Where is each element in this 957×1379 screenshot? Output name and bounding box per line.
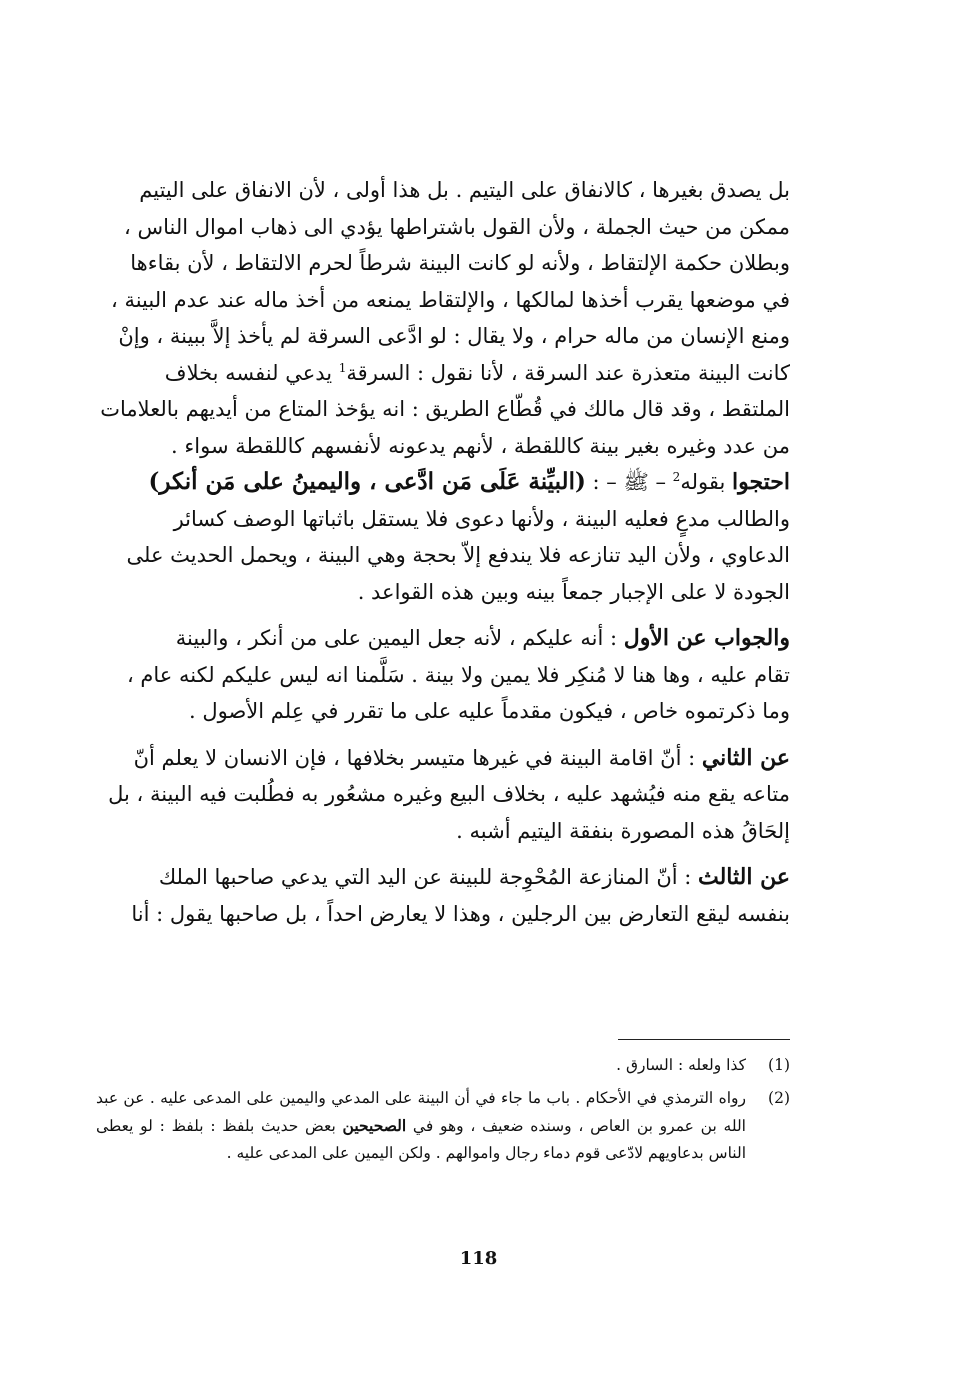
line: بل يصدق بغيرها ، كالانفاق على اليتيم . بل هذا أولى ، لأن الانفاق على اليتيم	[139, 178, 790, 202]
line: يدعي لنفسه بخلاف	[164, 360, 339, 385]
footnote	[96, 1085, 790, 1167]
footnote-divider	[618, 1039, 790, 1040]
footnote-ref-1: 1	[338, 360, 347, 375]
footnote-text	[96, 1085, 746, 1167]
line: متاعه يقع منه فيُشهد عليه ، بخلاف البيع وغيره مشعُور به فطُلبت فيه البينة ، بل	[108, 782, 790, 806]
section-lead: عن الثالث	[698, 864, 790, 890]
footnote-number: (1)	[768, 1056, 790, 1074]
line: الجودة لا على الإجبار جمعاً بينه وبين هذه القواعد .	[357, 579, 790, 604]
footnote-text: كذا ولعله : السارق .	[616, 1056, 746, 1074]
line: : أنه عليكم ، لأنه جعل اليمين على من أنكر ، والبينة	[175, 626, 624, 650]
line: : أنّ المنازعة المُحْوِجة للبينة عن اليد التي يدعي صاحبها الملك	[158, 865, 698, 889]
paragraph-1	[96, 172, 790, 464]
page-body	[96, 172, 790, 932]
section-lead: احتجوا	[731, 469, 790, 495]
text: بقوله	[680, 470, 732, 494]
line: وبطلان حكمة الإلتقاط ، ولأنه لو كانت البينة شرطاً لحرم الالتقاط ، لأن بقاءها	[130, 251, 790, 275]
footnote-text-part: بعض حديث بلفظ : بلفظ : لو يعطى الناس بدعاويهم لادّعى قوم دماء رجال واموالهم . ولكن اليمين على المدعى عليه .	[96, 1117, 746, 1162]
footnote	[96, 1052, 790, 1079]
line: إلحَاقُ هذه المصورة بنفقة اليتيم أشبه .	[456, 818, 790, 843]
answer-second	[96, 740, 790, 850]
footnotes	[96, 1052, 790, 1173]
page-number: 118	[459, 1248, 498, 1269]
line: الملتقط ، وقد قال مالك في قُطّاع الطريق : انه يؤخذ المتاع من أيديهم بالعلامات	[100, 397, 790, 421]
line: كانت البينة متعذرة عند السرقة ، لأنا نقول : السرقة	[346, 360, 790, 385]
footnote-text-part: رواه الترمذي في الأحكام . باب ما جاء في أن البينة على المدعي واليمين على المدعى عليه . عن عبد الله بن عمرو بن العاص ، وسنده ضعيف ، وهو في	[96, 1089, 746, 1135]
answer-first	[96, 620, 790, 730]
line: بنفسه ليقع التعارض بين الرجلين ، وهذا لا يعارض احداً ، بل صاحبها يقول : أنا	[131, 901, 790, 926]
line: : أنّ اقامة البينة في غيرها متيسر بخلافها ، فإن الانسان لا يعلم أنّ	[133, 745, 702, 770]
line: الدعاوي ، ولأن اليد تنازعه فلا يندفع إلاّ بحجة وهي البينة ، ويحمل الحديث على	[126, 543, 790, 567]
line: ممكن من حيث الجملة ، ولأن القول باشتراطها يؤدي الى ذهاب اموال الناس ،	[124, 214, 790, 239]
hadith-quote: (البيِّنة عَلَى مَن ادَّعى ، واليمينُ على مَن أنكر)	[148, 468, 586, 495]
section-lead: والجواب عن الأول	[623, 625, 790, 651]
footnote-number: (2)	[768, 1089, 790, 1107]
line: من عدد وغيره بغير بينة كاللقطة ، لأنهم يدعونه لأنفسهم كاللقطة سواء .	[171, 433, 790, 458]
footnote-bold-term: الصحيحين	[342, 1116, 407, 1135]
text: – ﷺ – :	[585, 470, 673, 494]
line: والطالب مدعٍ فعليه البينة ، ولأنها دعوى فلا يستقل باثباتها الوصف كسائر	[173, 506, 790, 531]
line: تقام عليه ، وها هنا لا مُنكِر فلا يمين ولا بينة . سَلَّمنا انه ليس عليكم لكنه عام ،	[126, 662, 790, 687]
line: وما ذكرتموه خاص ، فيكون مقدماً عليه على ما تقرر في عِلم الأصول .	[188, 699, 790, 723]
section-lead: عن الثاني	[701, 744, 790, 771]
answer-third	[96, 859, 790, 932]
line: في موضعها يقرب أخذها لمالكها ، والإلتقاط يمنعه من أخذ ماله عند عدم البينة ،	[110, 287, 790, 312]
paragraph-hadith	[96, 464, 790, 610]
footnote-ref-2: 2	[672, 470, 681, 484]
line: ومنع الإنسان من ماله حرام ، ولا يقال : لو ادَّعى السرقة لم يأخذ إلاَّ ببينة ، وإنْ	[118, 324, 790, 348]
